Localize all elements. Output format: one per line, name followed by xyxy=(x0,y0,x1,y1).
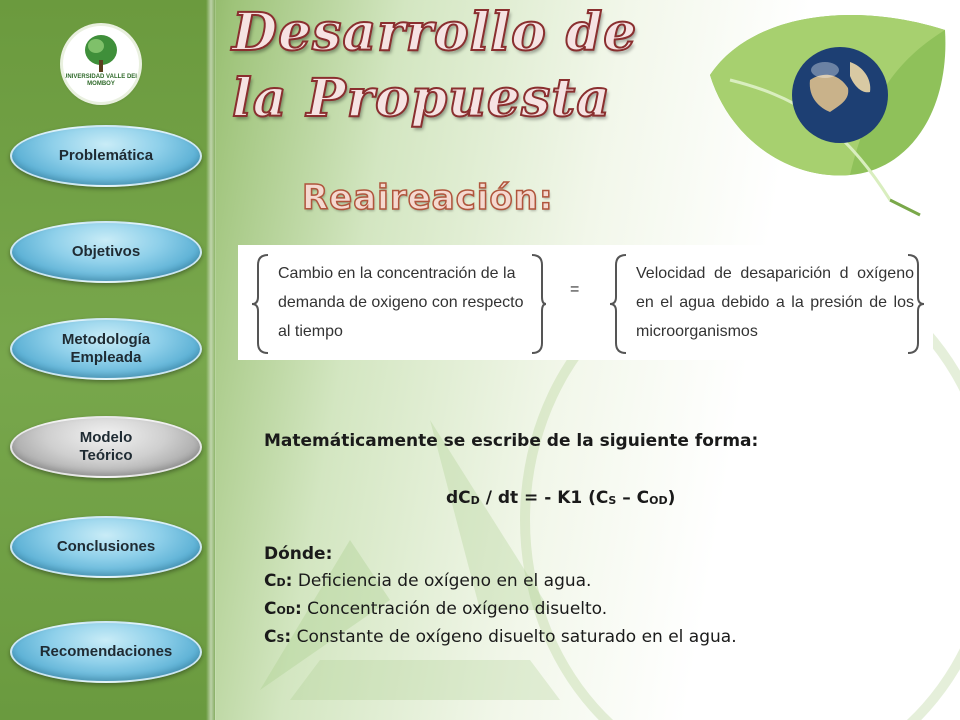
slide-title: Desarrollo de la Propuesta xyxy=(232,2,638,129)
equation-diagram xyxy=(238,245,933,360)
math-intro-text: Matemáticamente se escribe de la siguiente forma: xyxy=(264,431,759,451)
tree-logo-icon xyxy=(63,28,139,78)
leaf-globe-icon xyxy=(690,0,960,220)
formula-part: dC xyxy=(446,488,471,508)
definition-subscript: D xyxy=(276,576,286,589)
formula-subscript: OD xyxy=(649,494,668,507)
formula xyxy=(446,488,675,508)
sidebar-divider xyxy=(206,0,216,720)
definition-item xyxy=(264,571,591,591)
formula-part: / dt = - K1 (C xyxy=(479,488,609,508)
definition-item xyxy=(264,627,737,647)
definition-colon: : xyxy=(294,599,302,619)
right-bracket-block xyxy=(608,253,926,355)
equals-sign: = xyxy=(570,281,580,298)
definition-subscript: S xyxy=(276,632,285,645)
nav-conclusiones-button[interactable]: Conclusiones xyxy=(10,516,202,578)
sidebar xyxy=(0,0,215,720)
definition-colon: : xyxy=(285,571,293,591)
nav-objetivos-button[interactable]: Objetivos xyxy=(10,221,202,283)
definition-text: Constante de oxígeno disuelto saturado en el agua. xyxy=(291,627,737,647)
definition-text: Deficiencia de oxígeno en el agua. xyxy=(292,571,592,591)
nav-metodologia-button[interactable]: Metodología Empleada xyxy=(10,318,202,380)
formula-subscript: D xyxy=(470,494,480,507)
university-logo xyxy=(63,26,139,102)
definition-symbol: C xyxy=(264,571,277,591)
definition-text: Concentración de oxígeno disuelto. xyxy=(301,599,608,619)
nav-recomendaciones-button[interactable]: Recomendaciones xyxy=(10,621,202,683)
left-bracket-block xyxy=(250,253,550,355)
left-bracket-text: Cambio en la concentración de la demanda de oxigeno con respecto al tiempo xyxy=(278,265,524,340)
definition-colon: : xyxy=(284,627,292,647)
nav-problematica-button[interactable]: Problemática xyxy=(10,125,202,187)
definition-item xyxy=(264,599,607,619)
recycle-arrows-icon xyxy=(230,360,610,720)
section-subtitle: Reaireación: xyxy=(302,178,554,218)
formula-part: ) xyxy=(667,488,676,508)
formula-subscript: S xyxy=(608,494,617,507)
logo-text: UNIVERSIDAD VALLE DEL MOMBOY xyxy=(63,74,139,87)
right-bracket-text: Velocidad de desaparición d oxígeno en el agua debido a la presión de los microorganismos xyxy=(636,265,914,340)
nav-modelo-teorico-button[interactable]: Modelo Teórico xyxy=(10,416,202,478)
definition-subscript: OD xyxy=(276,604,295,617)
donde-heading: Dónde: xyxy=(264,544,333,564)
definition-symbol: C xyxy=(264,599,277,619)
definition-symbol: C xyxy=(264,627,277,647)
formula-part: – C xyxy=(616,488,650,508)
